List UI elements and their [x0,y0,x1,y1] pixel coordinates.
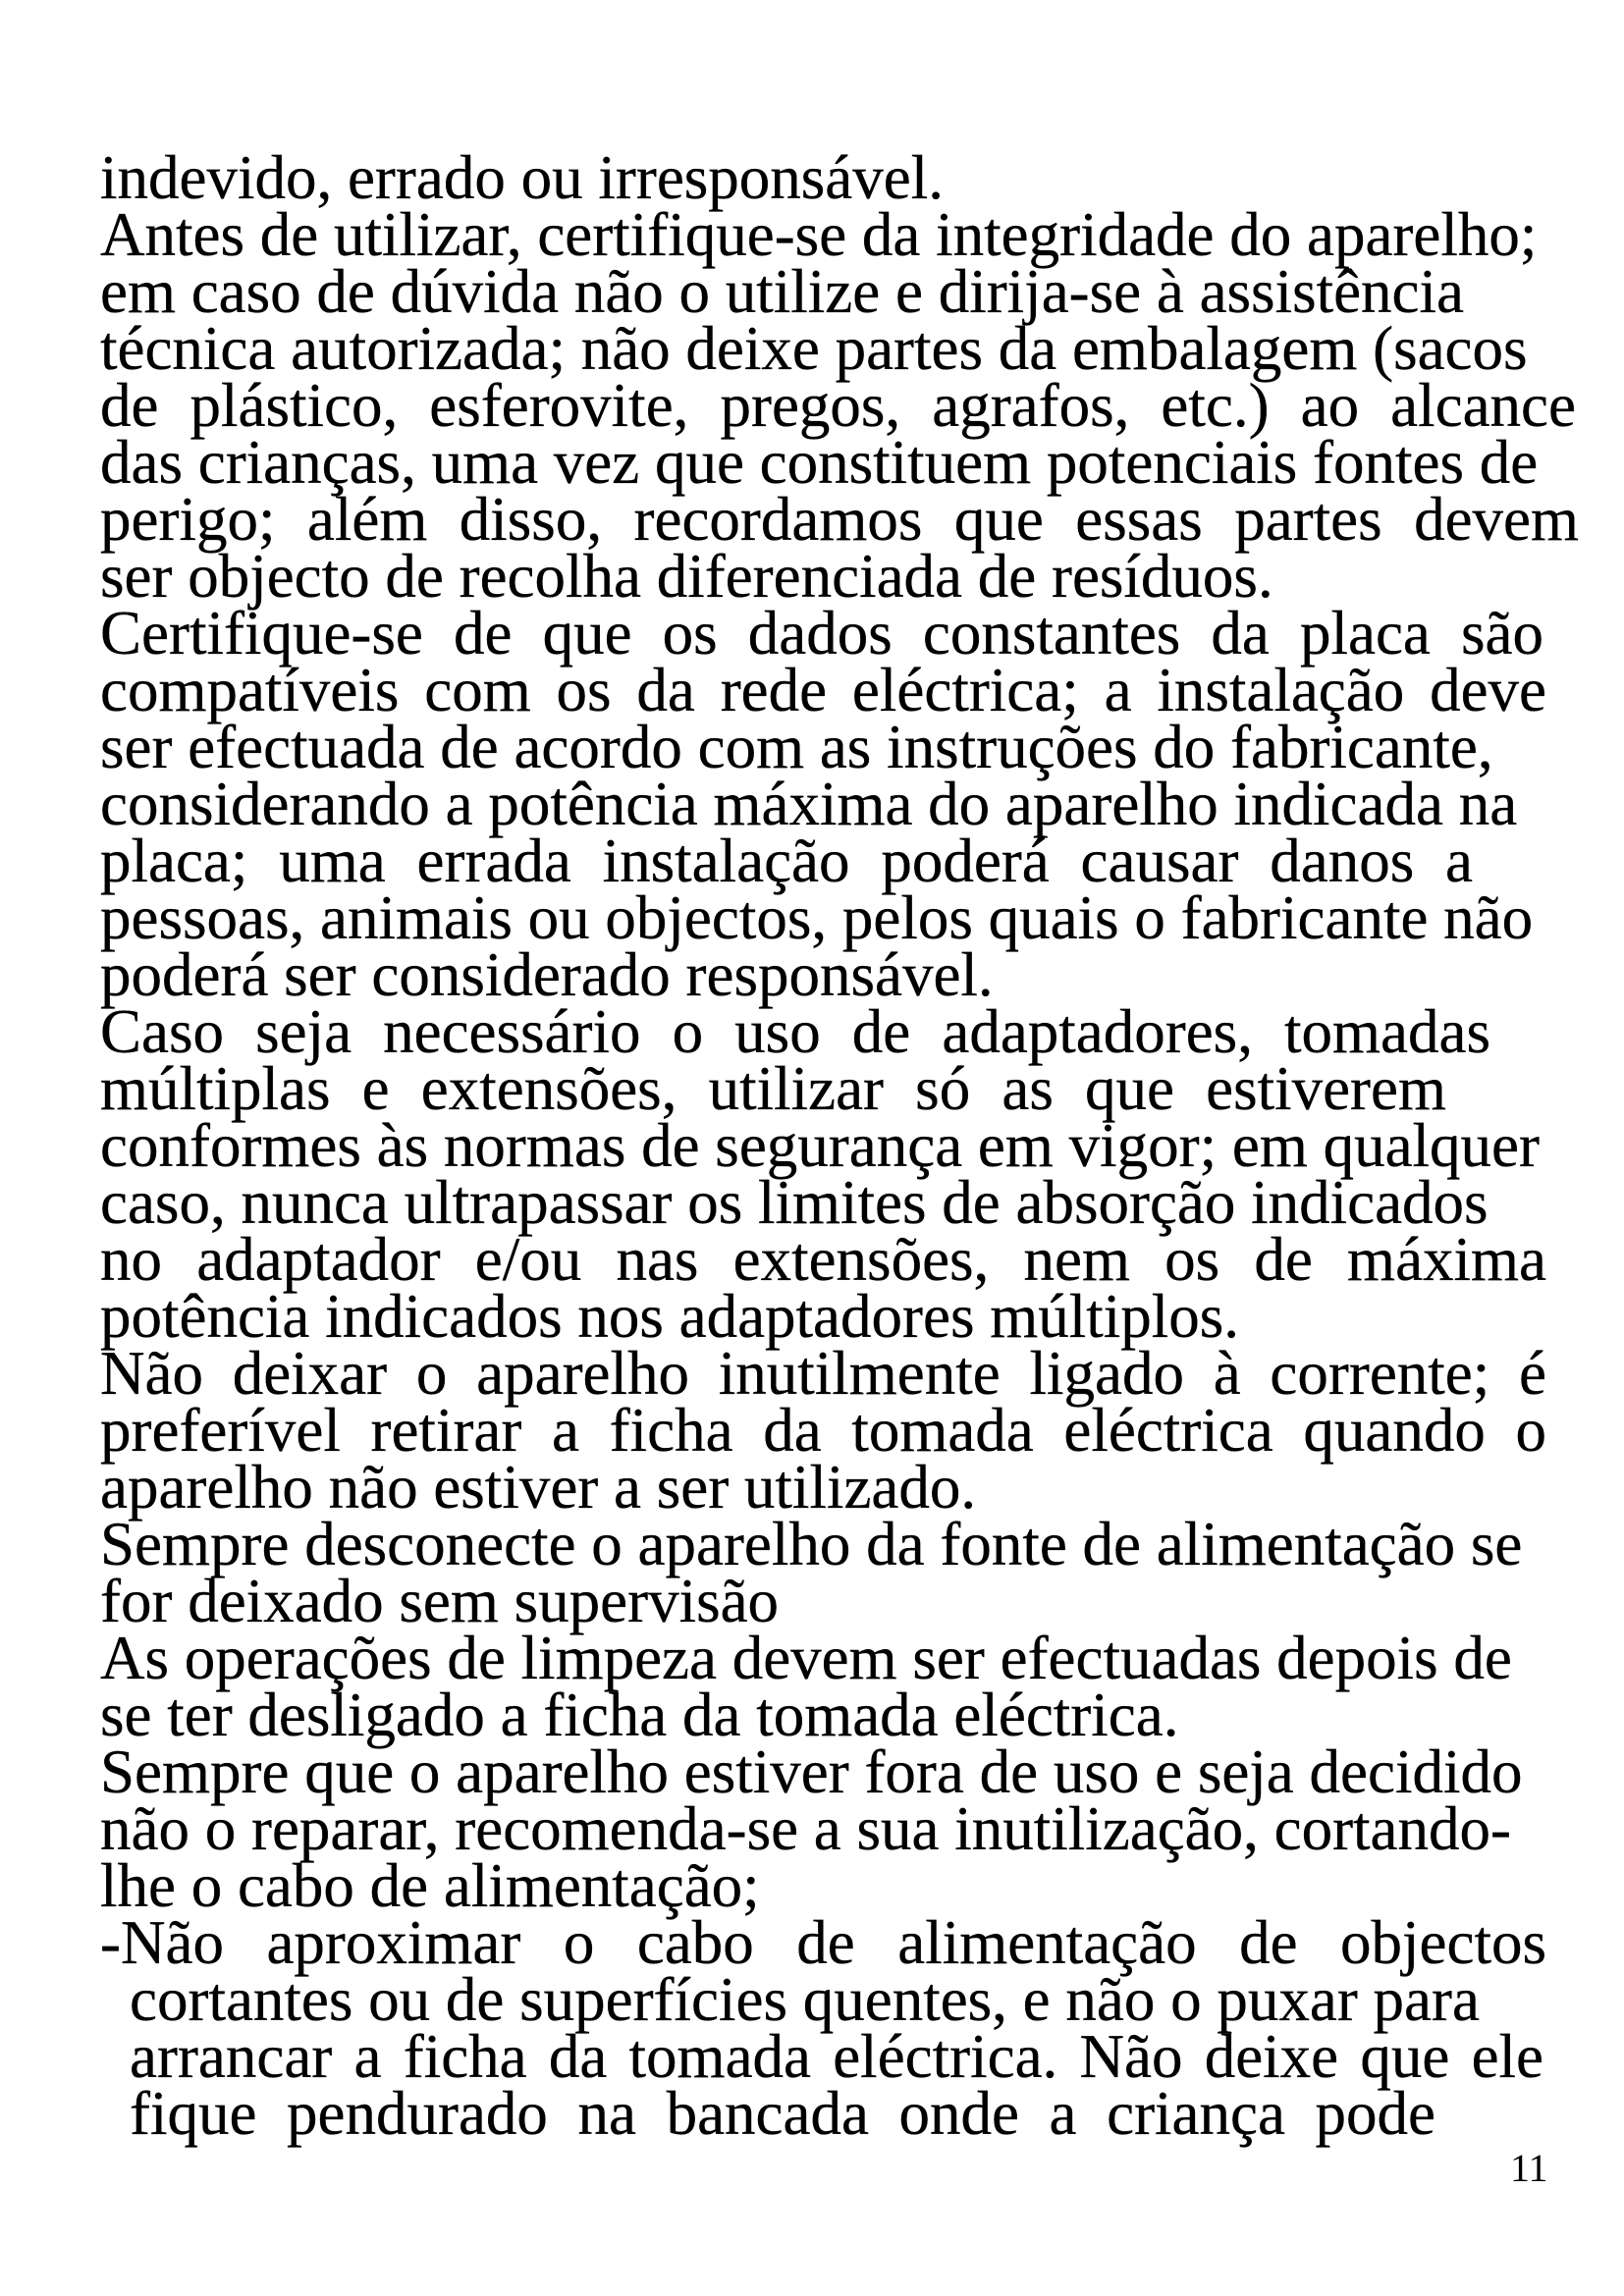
text-line: preferível retirar a ficha da tomada eléctrica quando o [100,1396,1546,1465]
text-line: de plástico, esferovite, pregos, agrafos, etc.) ao alcance [100,371,1576,440]
paragraph [100,1737,1583,1920]
text-line: Sempre que o aparelho estiver fora de uso e seja decidido [100,1737,1523,1806]
text-line: potência indicados nos adaptadores múltiplos. [100,1282,1239,1351]
page-number: 11 [1510,2146,1548,2190]
paragraph [100,1510,1583,1635]
text-line: técnica autorizada; não deixe partes da embalagem (sacos [100,314,1528,383]
paragraph [100,599,1583,1009]
text-line: cortantes ou de superfícies quentes, e não o puxar para [130,1965,1480,2034]
text-line: compatíveis com os da rede eléctrica; a instalação deve [100,656,1546,724]
text-line: placa; uma errada instalação poderá causar danos a [100,827,1473,895]
bullet-item [100,1908,1583,2148]
text-line: no adaptador e/ou nas extensões, nem os de máxima [100,1225,1546,1294]
text-line: pessoas, animais ou objectos, pelos quais o fabricante não [100,883,1534,952]
text-line: em caso de dúvida não o utilize e dirija-se à assistência [100,257,1464,326]
text-line: Certifique-se de que os dados constantes da placa são [100,599,1543,667]
text-line: Não deixar o aparelho inutilmente ligado à corrente; é [100,1339,1546,1408]
text-line: conformes às normas de segurança em vigor; em qualquer [100,1111,1540,1180]
text-line: Sempre desconecte o aparelho da fonte de alimentação se [100,1510,1523,1578]
text-line: caso, nunca ultrapassar os limites de absorção indicados [100,1168,1489,1237]
paragraph [100,997,1583,1351]
text-line: fique pendurado na bancada onde a criança pode [130,2079,1435,2148]
body-text [100,143,1583,2148]
text-line: arrancar a ficha da tomada eléctrica. Não deixe que ele [130,2022,1543,2091]
text-line: das crianças, uma vez que constituem potenciais fontes de [100,428,1539,497]
text-line: aparelho não estiver a ser utilizado. [100,1453,977,1522]
text-line: não o reparar, recomenda-se a sua inutilização, cortando- [100,1794,1512,1863]
text-line: Caso seja necessário o uso de adaptadores, tomadas [100,997,1490,1066]
text-line: lhe o cabo de alimentação; [100,1851,760,1920]
text-line: indevido, errado ou irresponsável. [100,143,944,212]
text-line: for deixado sem supervisão [100,1567,780,1635]
text-line: ser efectuada de acordo com as instruções do fabricante, [100,713,1493,781]
paragraph [100,1624,1583,1749]
text-line: múltiplas e extensões, utilizar só as que estiverem [100,1054,1446,1123]
text-line: As operações de limpeza devem ser efectuadas depois de [100,1624,1512,1692]
paragraph [100,143,1583,212]
text-line: -Não aproximar o cabo de alimentação de objectos [100,1908,1546,1977]
text-line: ser objecto de recolha diferenciada de resíduos. [100,542,1273,611]
text-line: Antes de utilizar, certifique-se da integridade do aparelho; [100,200,1538,269]
text-line: poderá ser considerado responsável. [100,940,994,1009]
text-line: se ter desligado a ficha da tomada eléctrica. [100,1681,1179,1749]
text-line: considerando a potência máxima do aparelho indicada na [100,770,1518,838]
paragraph [100,200,1583,611]
paragraph [100,1339,1583,1522]
text-line: perigo; além disso, recordamos que essas partes devem [100,485,1579,554]
